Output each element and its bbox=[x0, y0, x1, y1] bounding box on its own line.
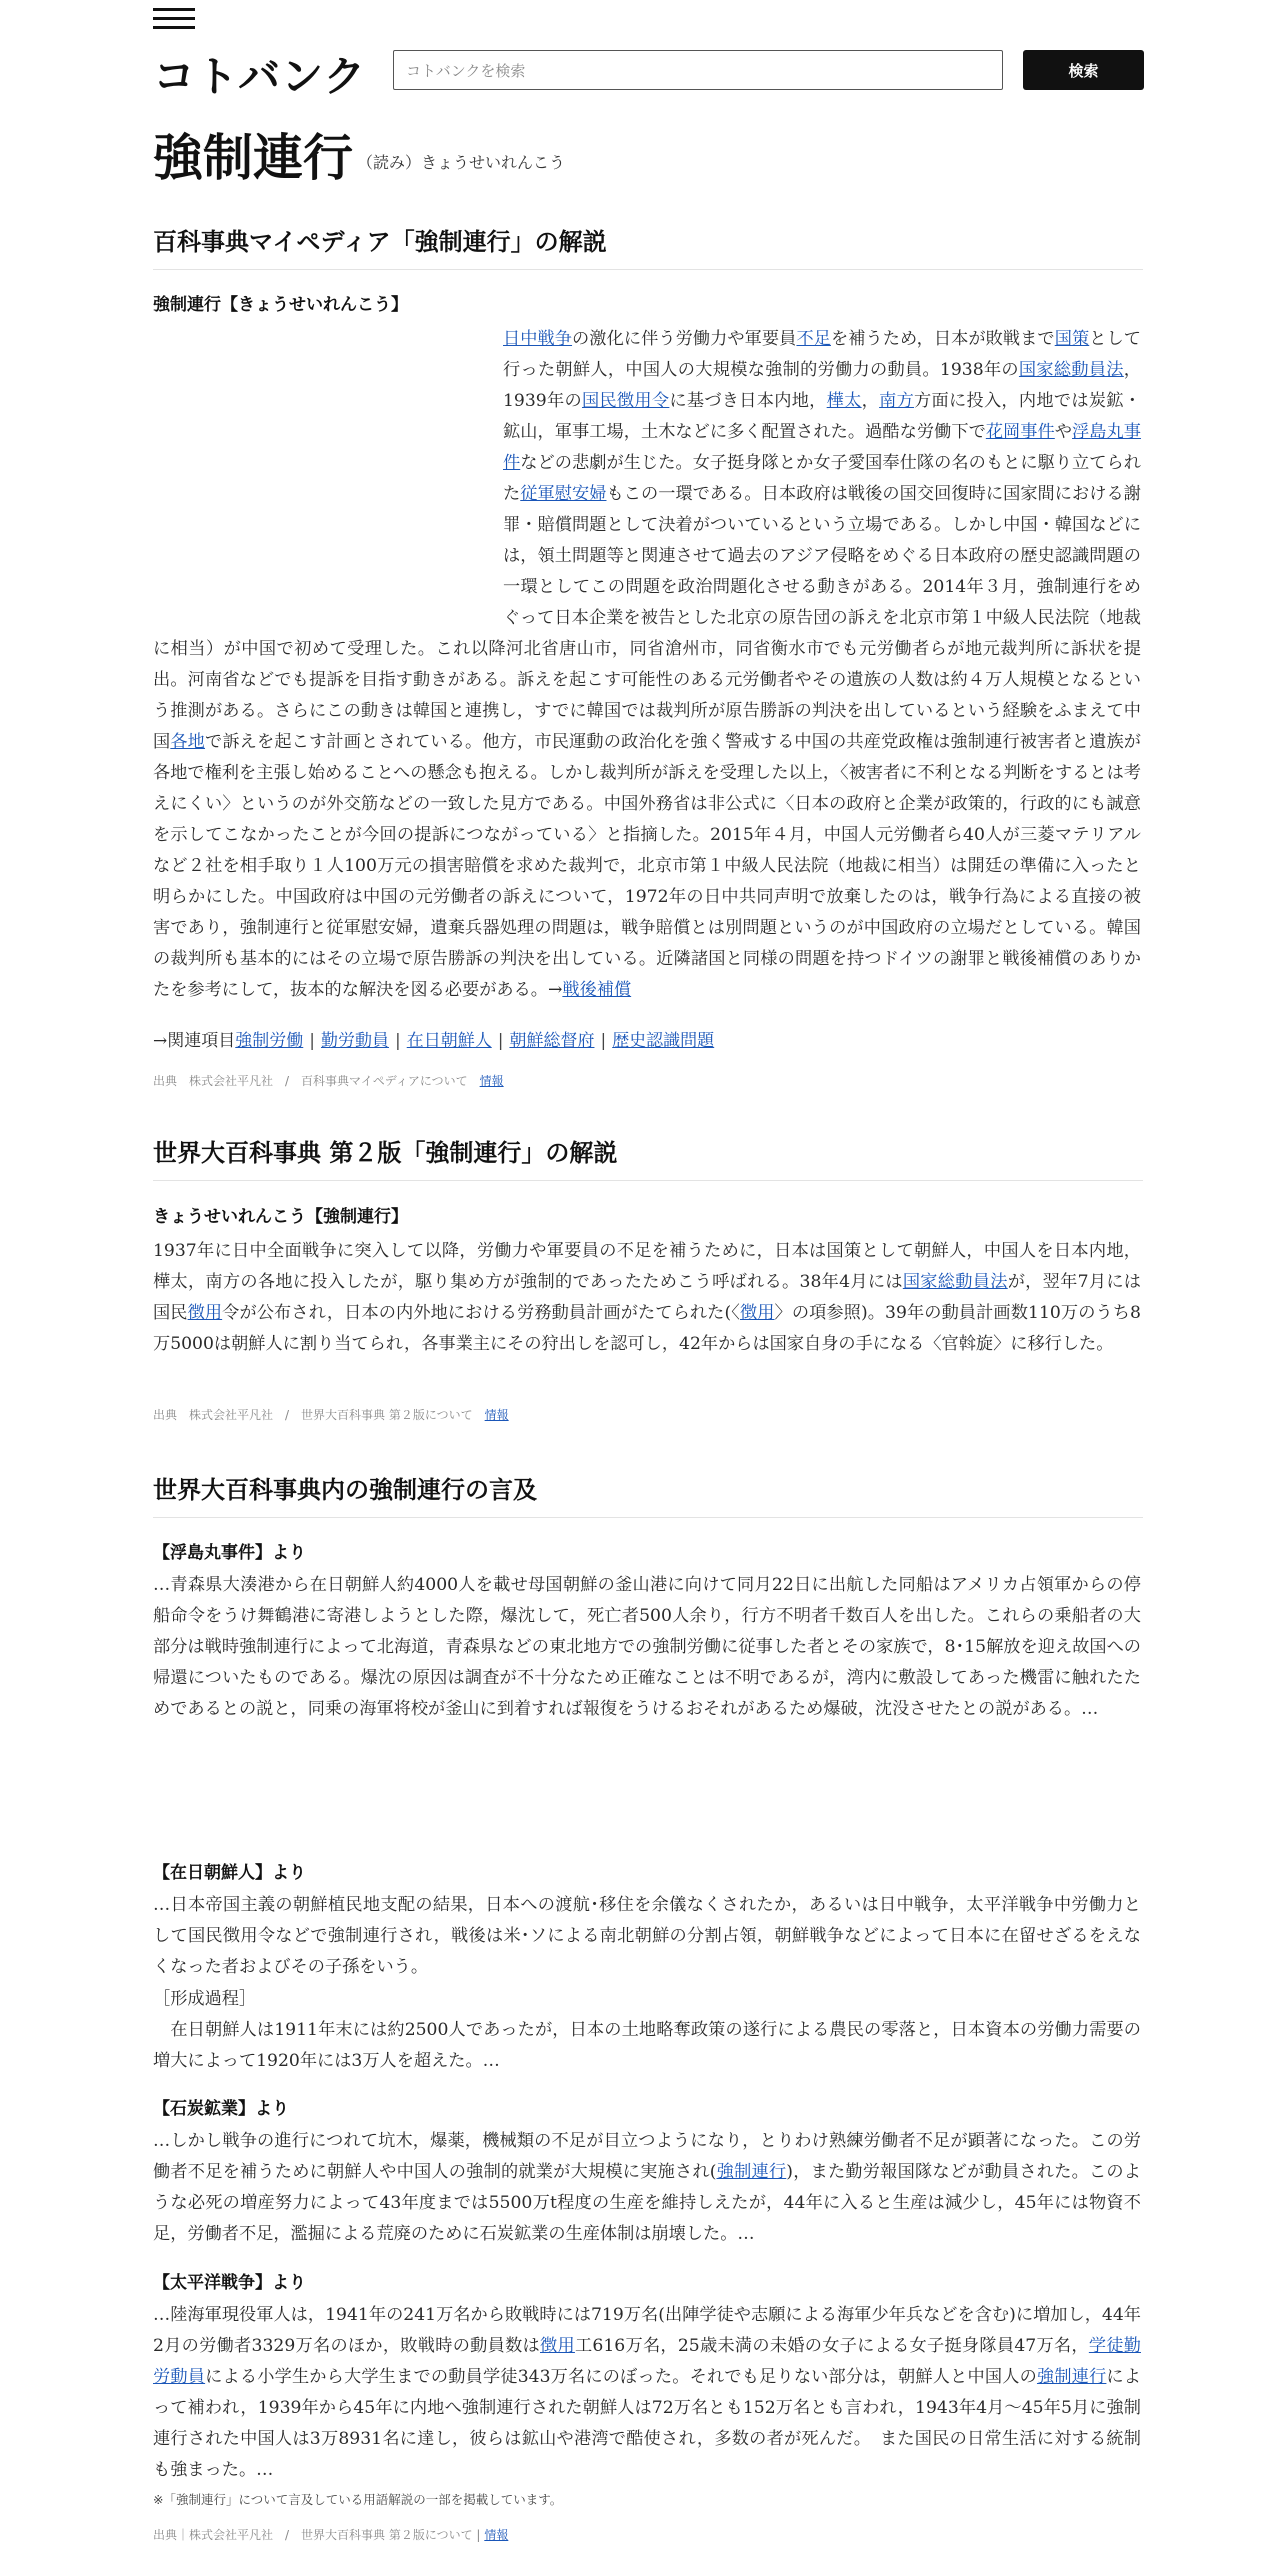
mention-body bbox=[153, 1890, 1141, 1983]
source-info-link[interactable]: 情報 bbox=[479, 1074, 504, 1088]
term-link[interactable]: 浮島丸事件 bbox=[503, 422, 1141, 473]
text-run: や bbox=[1054, 422, 1073, 442]
search-button[interactable]: 検索 bbox=[1023, 50, 1144, 90]
separator: | bbox=[600, 1031, 607, 1051]
mention-body bbox=[153, 1570, 1141, 1725]
text-run: ， bbox=[861, 391, 880, 411]
related-link[interactable]: 朝鮮総督府 bbox=[509, 1031, 595, 1051]
text-run: を補うため，日本が敗戦まで bbox=[830, 329, 1055, 349]
heading-mid: 内の bbox=[321, 1476, 369, 1504]
heading-suffix: 「強制連行」の解説 bbox=[401, 1139, 618, 1167]
text-run: …しかし戦争の進行につれて坑木，爆薬，機械類の不足が目立つようになり，とりわけ熟練労働者不足が顕著になった。この労働者不足を補うために朝鮮人や中国人の強制的就業が大規模に実施され( bbox=[153, 2131, 1141, 2182]
mention-heading: 【在日朝鮮人】より bbox=[153, 1863, 306, 1883]
mention-note: ※「強制連行」について言及している用語解説の一部を掲載しています。 bbox=[153, 2492, 563, 2507]
related-link[interactable]: 勤労動員 bbox=[320, 1031, 389, 1051]
entry-body bbox=[153, 324, 1141, 1006]
term-link[interactable]: 花岡事件 bbox=[985, 422, 1055, 442]
text-run: に基づき日本内地， bbox=[669, 391, 827, 411]
term-link[interactable]: 学徒勤労動員 bbox=[153, 2336, 1141, 2387]
text-run: によって補われ，1939年から45年に内地へ強制連行された朝鮮人は72万名とも152万名とも言われ，1943年4月～45年5月に強制連行された中国人は3万8931名に達し，彼らは鉱山や港湾で酷使され，多数の者が死んだ。 また国民の日常生活に対する統制も強まった。… bbox=[153, 2367, 1141, 2480]
mention-body bbox=[153, 2300, 1141, 2486]
term-link[interactable]: 戦後補償 bbox=[562, 980, 632, 1000]
term-link[interactable]: 樺太 bbox=[826, 391, 862, 411]
section-heading-world-encyclopedia bbox=[153, 1133, 1143, 1181]
source-text: 出典 株式会社平凡社 / 世界大百科事典 第２版について bbox=[153, 1408, 473, 1422]
dictionary-name: 世界大百科事典 第２版 bbox=[153, 1139, 402, 1167]
mention-heading: 【太平洋戦争】より bbox=[153, 2273, 306, 2293]
reading-label: （読み）きょうせいれんこう bbox=[357, 153, 566, 172]
term-link[interactable]: 南方 bbox=[879, 391, 915, 411]
term-link[interactable]: 徴用 bbox=[540, 2336, 575, 2356]
text-run: …日本帝国主義の朝鮮植民地支配の結果，日本への渡航･移住を余儀なくされたか，あるいは日中戦争，太平洋戦争中労働力として国民徴用令などで強制連行され，戦後は米･ソによる南北朝鮮の分割占領，朝鮮戦争などによって日本に在留せざるをえなくなった者およびその子孫をいう。 bbox=[153, 1895, 1141, 1977]
text-run: 令が公布され，日本の内外地における労務動員計画がたてられた(〈 bbox=[222, 1303, 740, 1323]
text-run: による小学生から大学生までの動員学徒343万名にのぼった。それでも足りない部分は，朝鮮人と中国人の bbox=[205, 2367, 1037, 2387]
float-spacer bbox=[153, 324, 503, 614]
term-link[interactable]: 国家総動員法 bbox=[902, 1272, 1008, 1292]
term-link[interactable]: 国家総動員法 bbox=[1018, 360, 1124, 380]
entry-body bbox=[153, 1236, 1141, 1360]
mention-body bbox=[153, 2015, 1141, 2077]
term-link[interactable]: 日中戦争 bbox=[503, 329, 573, 349]
dictionary-name: 百科事典マイペディア bbox=[153, 228, 391, 256]
text-run: 工616万名，25歳未満の未婚の女子による女子挺身隊員47万名， bbox=[574, 2336, 1089, 2356]
related-items bbox=[153, 1026, 714, 1051]
entry-heading: 強制連行【きょうせいれんこう】 bbox=[153, 295, 408, 315]
term-link[interactable]: 従軍慰安婦 bbox=[520, 484, 607, 504]
menu-icon[interactable] bbox=[153, 8, 195, 32]
source-info-link[interactable]: 情報 bbox=[484, 2528, 509, 2542]
dictionary-name: 世界大百科事典 bbox=[153, 1476, 321, 1504]
source-text: 出典｜株式会社平凡社 / 世界大百科事典 第２版について | bbox=[153, 2528, 481, 2542]
text-run: 〉の項参照)。39年の動員計画数110万のうち8万5000は朝鮮人に割り当てられ，各事業主にその狩出しを認可し，42年からは国家自身の手になる〈官斡旋〉に移行した。 bbox=[153, 1303, 1141, 1354]
source-info-link[interactable]: 情報 bbox=[484, 1408, 509, 1422]
heading-suffix: の言及 bbox=[465, 1476, 537, 1504]
related-link[interactable]: 強制労働 bbox=[235, 1031, 304, 1051]
term-link[interactable]: 国民徴用令 bbox=[581, 391, 670, 411]
mention-heading: 【浮島丸事件】より bbox=[153, 1543, 306, 1563]
related-label: →関連項目 bbox=[153, 1031, 236, 1051]
text-run: で訴えを起こす計画とされている。他方，市民運動の政治化を強く警戒する中国の共産党政権は強制連行被害者と遺族が各地で権利を主張し始めることへの懸念も抱える。しかし裁判所が訴えを受理した以上，〈被害者に不利となる判断をするとは考えにくい〉というのが外交筋などの一致した見方である。中国外務省は非公式に〈日本の政府と企業が政策的，行政的にも誠意を示してこなかったことが今回の提訴につながっている〉と指摘した。2015年４月，中国人元労働者ら40人が三菱マテリアルなど２社を相手取り１人100万元の損害賠償を求めた裁判で，北京市第１中級人民法院（地裁に相当）は開廷の準備に入ったと明らかにした。中国政府は中国の元労働者の訴えについて，1972年の日中共同声明で放棄したのは，戦争行為による直接の被害であり，強制連行と従軍慰安婦，遺棄兵器処理の問題は，戦争賠償とは別問題というのが中国政府の立場だとしている。韓国の裁判所も基本的にはその立場で原告勝訴の判決を出している。近隣諸国と同様の問題を持つドイツの謝罪と戦後補償のありかたを参考にして，抜本的な解決を図る必要がある。→ bbox=[153, 732, 1141, 1000]
related-link[interactable]: 在日朝鮮人 bbox=[406, 1031, 492, 1051]
separator: | bbox=[394, 1031, 401, 1051]
text-run: の激化に伴う労働力や軍要員 bbox=[572, 329, 797, 349]
entry-heading: きょうせいれんこう【強制連行】 bbox=[153, 1207, 408, 1227]
term-link[interactable]: 不足 bbox=[796, 329, 831, 349]
search-input[interactable]: コトバンクを検索 bbox=[393, 50, 1003, 90]
mention-body bbox=[153, 2126, 1141, 2250]
site-logo[interactable]: コトバンク bbox=[153, 52, 367, 101]
related-link[interactable]: 歴史認識問題 bbox=[612, 1031, 715, 1051]
term-link[interactable]: 強制連行 bbox=[716, 2162, 787, 2182]
text-run: 在日朝鮮人は1911年末には約2500人であったが，日本の土地略奪政策の遂行による農民の零落と，日本資本の労働力需要の増大によって1920年には3万人を超えた。… bbox=[153, 2020, 1141, 2071]
mention-heading: 【石炭鉱業】より bbox=[153, 2099, 289, 2119]
source-line bbox=[153, 2526, 508, 2543]
heading-suffix: 「強制連行」の解説 bbox=[390, 228, 607, 256]
text-run: 1937年に日中全面戦争に突入して以降，労働力や軍要員の不足を補うために，日本は国策として朝鮮人，中国人を日本内地，樺太，南方の各地に投入したが，駆り集め方が強制的であったためこう呼ばれる。38年4月には bbox=[153, 1241, 1141, 1292]
term-link[interactable]: 徴用 bbox=[739, 1303, 775, 1323]
separator: | bbox=[497, 1031, 504, 1051]
heading-term: 強制連行 bbox=[369, 1476, 465, 1504]
term-link[interactable]: 各地 bbox=[170, 732, 206, 752]
section-heading-mentions bbox=[153, 1470, 1143, 1518]
source-text: 出典 株式会社平凡社 / 百科事典マイペディアについて bbox=[153, 1074, 468, 1088]
source-line bbox=[153, 1406, 509, 1423]
page-title: 強制連行 bbox=[153, 129, 353, 187]
text-run: もこの一環である。日本政府は戦後の国交回復時に国家間における謝罪・賠償問題として決着がついているという立場である。しかし中国・韓国などには，領土問題等と関連させて過去のアジア侵略をめぐる日本政府の歴史認識問題の一環としてこの問題を政治問題化させる動きがある。2014年３月，強制連行をめぐって日本企業を被告とした北京の原告団の訴えを北京市第１中級人民法院（地裁に相当）が中国で初めて受理した。これ以降河北省唐山市，同省滄州市，同省衡水市でも元労働者らが地元裁判所に訴状を提出。河南省などでも提訴を目指す動きがある。訴えを起こす可能性のある元労働者やその遺族の人数は約４万人規模となるという推測がある。さらにこの動きは韓国と連携し，すでに韓国では裁判所が原告勝訴の判決を出しているという経験をふまえて中国 bbox=[153, 484, 1141, 752]
text-run: …陸海軍現役軍人は，1941年の241万名から敗戦時には719万名(出陣学徒や志願による海軍少年兵などを含む)に増加し，44年2月の労働者3329万名のほか，敗戦時の動員数は bbox=[153, 2305, 1141, 2356]
term-link[interactable]: 国策 bbox=[1054, 329, 1090, 349]
text-run: などの悲劇が生じた。女子挺身隊とか女子愛国奉仕隊の名のもとに駆り立てられた bbox=[503, 453, 1141, 504]
term-link[interactable]: 強制連行 bbox=[1036, 2367, 1107, 2387]
text-run: 方面に投入，内地では炭鉱・鉱山，軍事工場，土木などに多く配置された。過酷な労働下で bbox=[503, 391, 1141, 442]
separator: | bbox=[309, 1031, 315, 1051]
term-link[interactable]: 徴用 bbox=[187, 1303, 223, 1323]
text-run: が，翌年7月には国民 bbox=[153, 1272, 1141, 1323]
text-run: …青森県大湊港から在日朝鮮人約4000人を載せ母国朝鮮の釜山港に向けて同月22日に出航した同船はアメリカ占領軍からの停船命令をうけ舞鶴港に寄港しようとした際，爆沈して，死亡者500人余り，行方不明者千数百人を出した。これらの乗船者の大部分は戦時強制連行によって北海道，青森県などの東北地方での強制労働に従事した者とその家族で，8･15解放を迎え故国への帰還についたものである。爆沈の原因は調査が不十分なため正確なことは不明であるが，湾内に敷設してあった機雷に触れたためであるとの説と，同乗の海軍将校が釜山に到着すれば報復をうけるおそれがあるため爆破，沈没させたとの説がある。… bbox=[153, 1575, 1141, 1719]
text-run: )，また勤労報国隊などが動員された。このような必死の増産努力によって43年度までは5500万t程度の生産を維持しえたが，44年に入ると生産は減少し，45年には物資不足，労働者不足，濫掘による荒廃のために石炭鉱業の生産体制は崩壊した。… bbox=[153, 2162, 1141, 2244]
text-run: ，1939年の bbox=[503, 360, 1141, 411]
text-run: として行った朝鮮人，中国人の大規模な強制的労働力の動員。1938年の bbox=[503, 329, 1141, 380]
mention-subheading: ［形成過程］ bbox=[153, 1989, 257, 2009]
source-line bbox=[153, 1072, 504, 1089]
section-heading-mypedia bbox=[153, 222, 1143, 270]
